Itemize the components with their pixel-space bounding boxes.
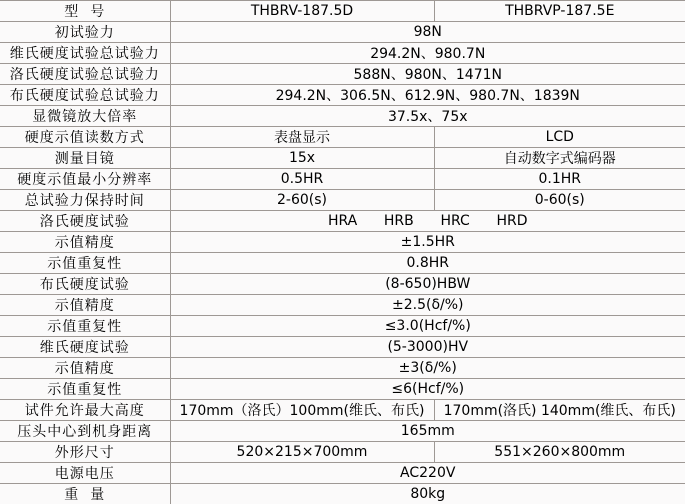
spec-value-cell: 170mm（洛氏）100mm(维氏、布氏) [170,400,434,421]
spec-value-cell: ±3(δ/%) [170,358,685,379]
table-row-brinell-accuracy [0,295,685,316]
row-label: 电源电压 [0,463,170,484]
spec-value-cell: 自动数字式编码器 [434,148,685,169]
row-label: 示值重复性 [0,379,170,400]
table-row-measuring-eyepiece [0,148,685,169]
table-row-rockwell-test [0,211,685,232]
row-label: 总试验力保持时间 [0,190,170,211]
row-label: 硬度示值读数方式 [0,127,170,148]
spec-value-cell: AC220V [170,463,685,484]
table-row-vickers-test [0,337,685,358]
row-label: 示值重复性 [0,316,170,337]
spec-value-cell: HRA HRB HRC HRD [170,211,685,232]
table-row-model [0,1,685,22]
spec-value-cell: 294.2N、980.7N [170,43,685,64]
spec-value-cell: THBRV-187.5D [170,1,434,22]
table-row-microscope-magnification [0,106,685,127]
spec-value-cell: 0-60(s) [434,190,685,211]
table-row-overall-dimensions [0,442,685,463]
row-label: 显微镜放大倍率 [0,106,170,127]
table-row-rockwell-repeatability [0,253,685,274]
spec-value-cell: 165mm [170,421,685,442]
table-row-max-specimen-height [0,400,685,421]
spec-value-cell: 0.8HR [170,253,685,274]
table-row-min-resolution [0,169,685,190]
spec-value-cell: THBRVP-187.5E [434,1,685,22]
spec-value-cell: ±1.5HR [170,232,685,253]
table-row-brinell-repeatability [0,316,685,337]
table-row-reading-method [0,127,685,148]
table-row-rockwell-total-force [0,64,685,85]
row-label: 型 号 [0,1,170,22]
row-label: 维氏硬度试验 [0,337,170,358]
row-label: 重 量 [0,484,170,504]
spec-value-cell: ≤3.0(Hcf/%) [170,316,685,337]
table-row-initial-force [0,22,685,43]
spec-value-cell: 170mm(洛氏) 140mm(维氏、布氏) [434,400,685,421]
row-label: 维氏硬度试验总试验力 [0,43,170,64]
row-label: 布氏硬度试验 [0,274,170,295]
spec-value-cell: 98N [170,22,685,43]
table-row-vickers-repeatability [0,379,685,400]
spec-value-cell: 80kg [170,484,685,504]
spec-value-cell: 294.2N、306.5N、612.9N、980.7N、1839N [170,85,685,106]
spec-value-cell: 0.5HR [170,169,434,190]
table-row-brinell-total-force [0,85,685,106]
table-row-force-hold-time [0,190,685,211]
spec-value-cell: (5-3000)HV [170,337,685,358]
row-label: 测量目镜 [0,148,170,169]
table-row-rockwell-accuracy [0,232,685,253]
row-label: 硬度示值最小分辨率 [0,169,170,190]
row-label: 试件允许最大高度 [0,400,170,421]
spec-value-cell: 0.1HR [434,169,685,190]
row-label: 布氏硬度试验总试验力 [0,85,170,106]
spec-value-cell: 551×260×800mm [434,442,685,463]
spec-value-cell: 37.5x、75x [170,106,685,127]
table-row-weight [0,484,685,504]
spec-value-cell: 表盘显示 [170,127,434,148]
table-row-brinell-test [0,274,685,295]
spec-value-cell: (8-650)HBW [170,274,685,295]
row-label: 示值重复性 [0,253,170,274]
row-label: 初试验力 [0,22,170,43]
spec-value-cell: ±2.5(δ/%) [170,295,685,316]
table-row-indenter-to-body-distance [0,421,685,442]
spec-value-cell: 588N、980N、1471N [170,64,685,85]
row-label: 示值精度 [0,232,170,253]
row-label: 压头中心到机身距离 [0,421,170,442]
spec-value-cell: 2-60(s) [170,190,434,211]
row-label: 外形尺寸 [0,442,170,463]
row-label: 示值精度 [0,295,170,316]
row-label: 示值精度 [0,358,170,379]
table-row-vickers-accuracy [0,358,685,379]
row-label: 洛氏硬度试验总试验力 [0,64,170,85]
spec-value-cell: 520×215×700mm [170,442,434,463]
spec-value-cell: 15x [170,148,434,169]
row-label: 洛氏硬度试验 [0,211,170,232]
spec-value-cell: ≤6(Hcf/%) [170,379,685,400]
table-row-power-voltage [0,463,685,484]
table-row-vickers-total-force [0,43,685,64]
spec-value-cell: LCD [434,127,685,148]
